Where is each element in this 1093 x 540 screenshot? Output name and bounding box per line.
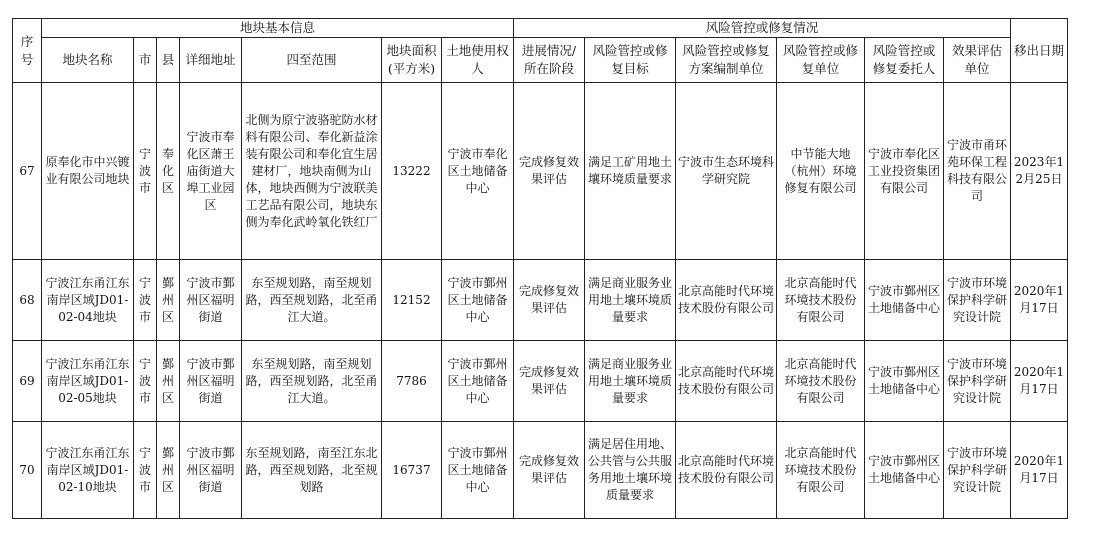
cell-eval-unit: 宁波市环境保护科学研究设计院 bbox=[944, 422, 1011, 519]
cell-name: 宁波江东甬江东南岸区域JD01-02-10地块 bbox=[42, 422, 134, 519]
cell-boundary: 东至规划路，南至规划路，西至规划路，北至甬江大道。 bbox=[242, 341, 382, 422]
cell-area: 12152 bbox=[382, 260, 442, 341]
cell-removal-date: 2020年1月17日 bbox=[1011, 341, 1068, 422]
cell-removal-date: 2020年1月17日 bbox=[1011, 422, 1068, 519]
table-row bbox=[13, 260, 1068, 341]
cell-seq: 69 bbox=[13, 341, 42, 422]
cell-county: 鄞州区 bbox=[157, 341, 180, 422]
cell-target: 满足商业服务业用地土壤环境质量要求 bbox=[585, 341, 676, 422]
cell-seq: 68 bbox=[13, 260, 42, 341]
group-header-basic-info: 地块基本信息 bbox=[42, 19, 514, 38]
cell-client: 宁波市鄞州区土地储备中心 bbox=[865, 422, 944, 519]
contaminated-site-table-sheet bbox=[12, 18, 1068, 519]
cell-progress: 完成修复效果评估 bbox=[514, 341, 585, 422]
cell-address: 宁波市鄞州区福明街道 bbox=[180, 341, 242, 422]
cell-seq: 70 bbox=[13, 422, 42, 519]
col-header-address: 详细地址 bbox=[180, 38, 242, 83]
cell-city: 宁波市 bbox=[134, 260, 157, 341]
table-row bbox=[13, 341, 1068, 422]
cell-boundary: 北侧为原宁波骆驼防水材料有限公司、奉化新益涂装有限公司和奉化宜生居建材厂，地块南侧为山体，地块西侧为宁波联美工艺品有限公司，地块东侧为奉化武岭氧化铁红厂 bbox=[242, 83, 382, 260]
cell-eval-unit: 宁波市环境保护科学研究设计院 bbox=[944, 341, 1011, 422]
column-header-row bbox=[13, 38, 1068, 83]
cell-name: 宁波江东甬江东南岸区域JD01-02-05地块 bbox=[42, 341, 134, 422]
site-list-table bbox=[12, 18, 1068, 519]
col-header-eval-unit: 效果评估单位 bbox=[944, 38, 1011, 83]
cell-city: 宁波市 bbox=[134, 341, 157, 422]
col-header-progress: 进展情况/所在阶段 bbox=[514, 38, 585, 83]
cell-city: 宁波市 bbox=[134, 422, 157, 519]
cell-target: 满足工矿用地土壤环境质量要求 bbox=[585, 83, 676, 260]
cell-eval-unit: 宁波市甬环苑环保工程科技有限公司 bbox=[944, 83, 1011, 260]
cell-removal-date: 2020年1月17日 bbox=[1011, 260, 1068, 341]
cell-address: 宁波市奉化区萧王庙街道大埠工业园区 bbox=[180, 83, 242, 260]
col-header-plan-unit: 风险管控或修复方案编制单位 bbox=[676, 38, 777, 83]
cell-land-user: 宁波市鄞州区土地储备中心 bbox=[442, 260, 514, 341]
cell-city: 宁波市 bbox=[134, 83, 157, 260]
cell-county: 鄞州区 bbox=[157, 260, 180, 341]
cell-progress: 完成修复效果评估 bbox=[514, 422, 585, 519]
col-header-county: 县 bbox=[157, 38, 180, 83]
col-header-repair-unit: 风险管控或修复单位 bbox=[777, 38, 865, 83]
col-header-boundary: 四至范围 bbox=[242, 38, 382, 83]
cell-client: 宁波市奉化区工业投资集团有限公司 bbox=[865, 83, 944, 260]
cell-repair-unit: 北京高能时代环境技术股份有限公司 bbox=[777, 260, 865, 341]
cell-boundary: 东至规划路，南至规划路，西至规划路，北至甬江大道。 bbox=[242, 260, 382, 341]
cell-land-user: 宁波市奉化区土地储备中心 bbox=[442, 83, 514, 260]
cell-removal-date: 2023年12月25日 bbox=[1011, 83, 1068, 260]
col-header-target: 风险管控或修复目标 bbox=[585, 38, 676, 83]
cell-county: 奉化区 bbox=[157, 83, 180, 260]
cell-target: 满足商业服务业用地土壤环境质量要求 bbox=[585, 260, 676, 341]
group-header-risk-control: 风险管控或修复情况 bbox=[514, 19, 1011, 38]
col-header-city: 市 bbox=[134, 38, 157, 83]
cell-repair-unit: 中节能大地（杭州）环境修复有限公司 bbox=[777, 83, 865, 260]
col-header-client: 风险管控或修复委托人 bbox=[865, 38, 944, 83]
col-header-area: 地块面积(平方米) bbox=[382, 38, 442, 83]
cell-area: 7786 bbox=[382, 341, 442, 422]
cell-plan-unit: 北京高能时代环境技术股份有限公司 bbox=[676, 341, 777, 422]
cell-area: 16737 bbox=[382, 422, 442, 519]
cell-land-user: 宁波市鄞州区土地储备中心 bbox=[442, 341, 514, 422]
cell-seq: 67 bbox=[13, 83, 42, 260]
cell-plan-unit: 宁波市生态环境科学研究院 bbox=[676, 83, 777, 260]
cell-name: 原奉化市中兴镀业有限公司地块 bbox=[42, 83, 134, 260]
cell-repair-unit: 北京高能时代环境技术股份有限公司 bbox=[777, 341, 865, 422]
cell-client: 宁波市鄞州区土地储备中心 bbox=[865, 260, 944, 341]
cell-repair-unit: 北京高能时代环境技术股份有限公司 bbox=[777, 422, 865, 519]
col-header-seq: 序号 bbox=[13, 19, 42, 83]
cell-address: 宁波市鄞州区福明街道 bbox=[180, 422, 242, 519]
cell-county: 鄞州区 bbox=[157, 422, 180, 519]
table-row bbox=[13, 83, 1068, 260]
cell-land-user: 宁波市鄞州区土地储备中心 bbox=[442, 422, 514, 519]
cell-area: 13222 bbox=[382, 83, 442, 260]
table-row bbox=[13, 422, 1068, 519]
cell-boundary: 东至规划路，南至江东北路，西至规划路，北至规划路 bbox=[242, 422, 382, 519]
cell-address: 宁波市鄞州区福明街道 bbox=[180, 260, 242, 341]
cell-plan-unit: 北京高能时代环境技术股份有限公司 bbox=[676, 260, 777, 341]
cell-name: 宁波江东甬江东南岸区域JD01-02-04地块 bbox=[42, 260, 134, 341]
cell-progress: 完成修复效果评估 bbox=[514, 260, 585, 341]
cell-progress: 完成修复效果评估 bbox=[514, 83, 585, 260]
cell-client: 宁波市鄞州区土地储备中心 bbox=[865, 341, 944, 422]
col-header-name: 地块名称 bbox=[42, 38, 134, 83]
group-header-row bbox=[13, 19, 1068, 38]
col-header-land-user: 土地使用权人 bbox=[442, 38, 514, 83]
cell-plan-unit: 北京高能时代环境技术股份有限公司 bbox=[676, 422, 777, 519]
cell-target: 满足居住用地、公共管与公共服务用地土壤环境质量要求 bbox=[585, 422, 676, 519]
cell-eval-unit: 宁波市环境保护科学研究设计院 bbox=[944, 260, 1011, 341]
col-header-removal-date: 移出日期 bbox=[1011, 19, 1068, 83]
